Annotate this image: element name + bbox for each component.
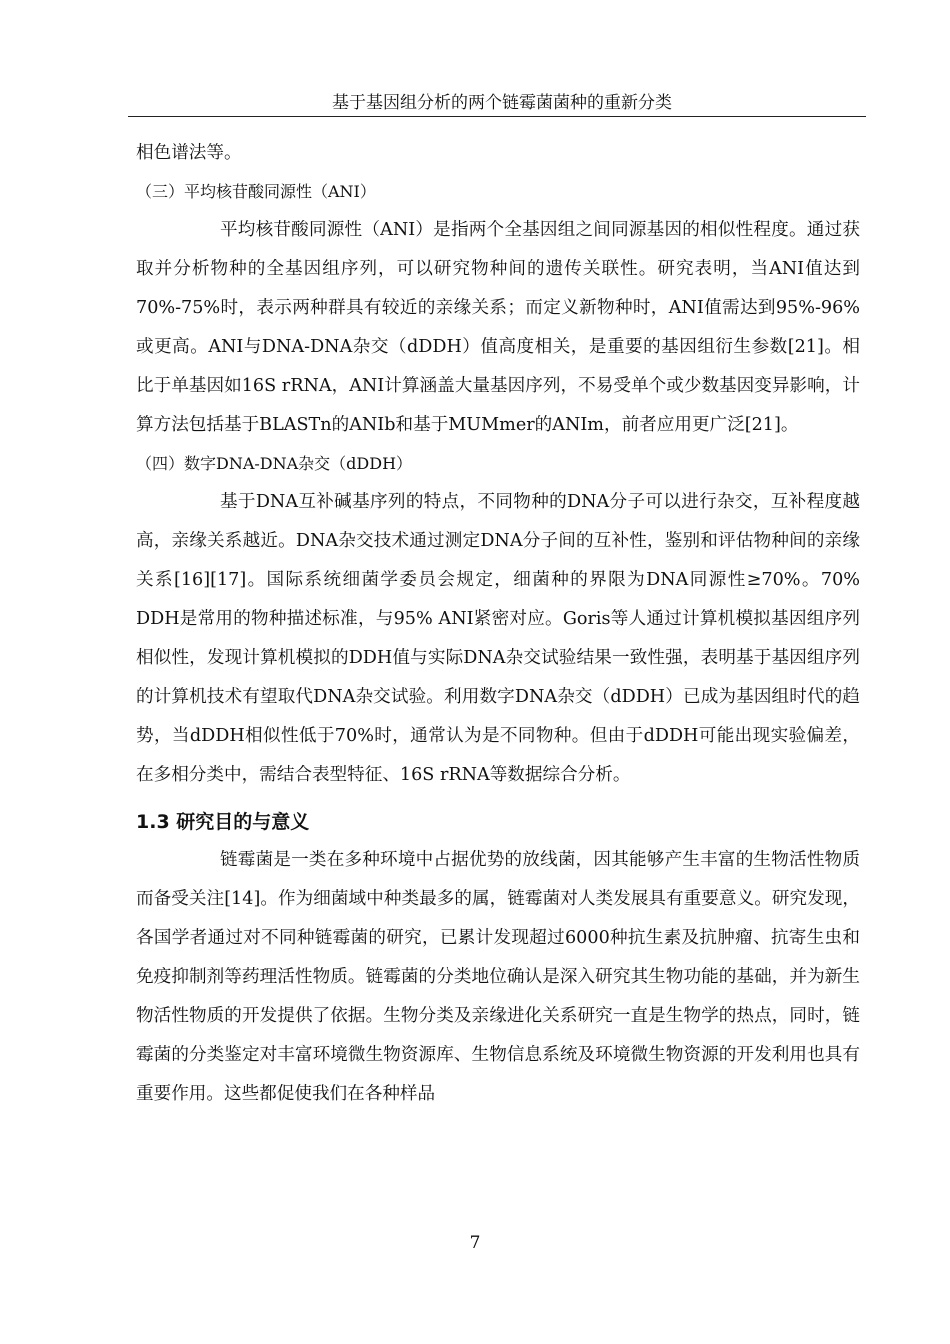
- header-rule: [128, 116, 866, 117]
- page-body: [136, 134, 860, 1114]
- paragraph-continuation: 相色谱法等。: [136, 143, 242, 163]
- page-number: 7: [469, 1233, 481, 1253]
- paragraph-research-purpose: 链霉菌是一类在多种环境中占据优势的放线菌，因其能够产生丰富的生物活性物质而备受关注[14]。作为细菌域中种类最多的属，链霉菌对人类发展具有重要意义。研究发现，各国学者通过对不同种链霉菌的研究，已累计发现超过6000种抗生素及抗肿瘤、抗寄生虫和免疫抑制剂等药理活性物质。链霉菌的分类地位确认是深入研究其生物功能的基础，并为新生物活性物质的开发提供了依据。生物分类及亲缘进化关系研究一直是生物学的热点，同时，链霉菌的分类鉴定对丰富环境微生物资源库、生物信息系统及环境微生物资源的开发利用也具有重要作用。这些都促使我们在各种样品: [136, 850, 860, 1104]
- paragraph-dddh: 基于DNA互补碱基序列的特点，不同物种的DNA分子可以进行杂交，互补程度越高，亲缘关系越近。DNA杂交技术通过测定DNA分子间的互补性，鉴别和评估物种间的亲缘关系[16][17]。国际系统细菌学委员会规定，细菌种的界限为DNA同源性≥70%。70% DDH是常用的物种描述标准，与95% ANI紧密对应。Goris等人通过计算机模拟基因组序列相似性，发现计算机模拟的DDH值与实际DNA杂交试验结果一致性强，表明基于基因组序列的计算机技术有望取代DNA杂交试验。利用数字DNA杂交（dDDH）已成为基因组时代的趋势，当dDDH相似性低于70%时，通常认为是不同物种。但由于dDDH可能出现实验偏差，在多相分类中，需结合表型特征、16S rRNA等数据综合分析。: [136, 492, 860, 785]
- section-heading-1-3: 1.3 研究目的与意义: [136, 811, 310, 833]
- paragraph-ani: 平均核苷酸同源性（ANI）是指两个全基因组之间同源基因的相似性程度。通过获取并分析物种的全基因组序列，可以研究物种间的遗传关联性。研究表明，当ANI值达到70%-75%时，表示两种群具有较近的亲缘关系；而定义新物种时，ANI值需达到95%-96%或更高。ANI与DNA-DNA杂交（dDDH）值高度相关，是重要的基因组衍生参数[21]。相比于单基因如16S rRNA，ANI计算涵盖大量基因序列，不易受单个或少数基因变异影响，计算方法包括基于BLASTn的ANIb和基于MUMmer的ANIm，前者应用更广泛[21]。: [136, 220, 860, 435]
- subheading-dddh: （四）数字DNA-DNA杂交（dDDH）: [136, 454, 413, 473]
- subheading-ani: （三）平均核苷酸同源性（ANI）: [136, 182, 376, 201]
- running-header: 基于基因组分析的两个链霉菌菌种的重新分类: [332, 93, 672, 113]
